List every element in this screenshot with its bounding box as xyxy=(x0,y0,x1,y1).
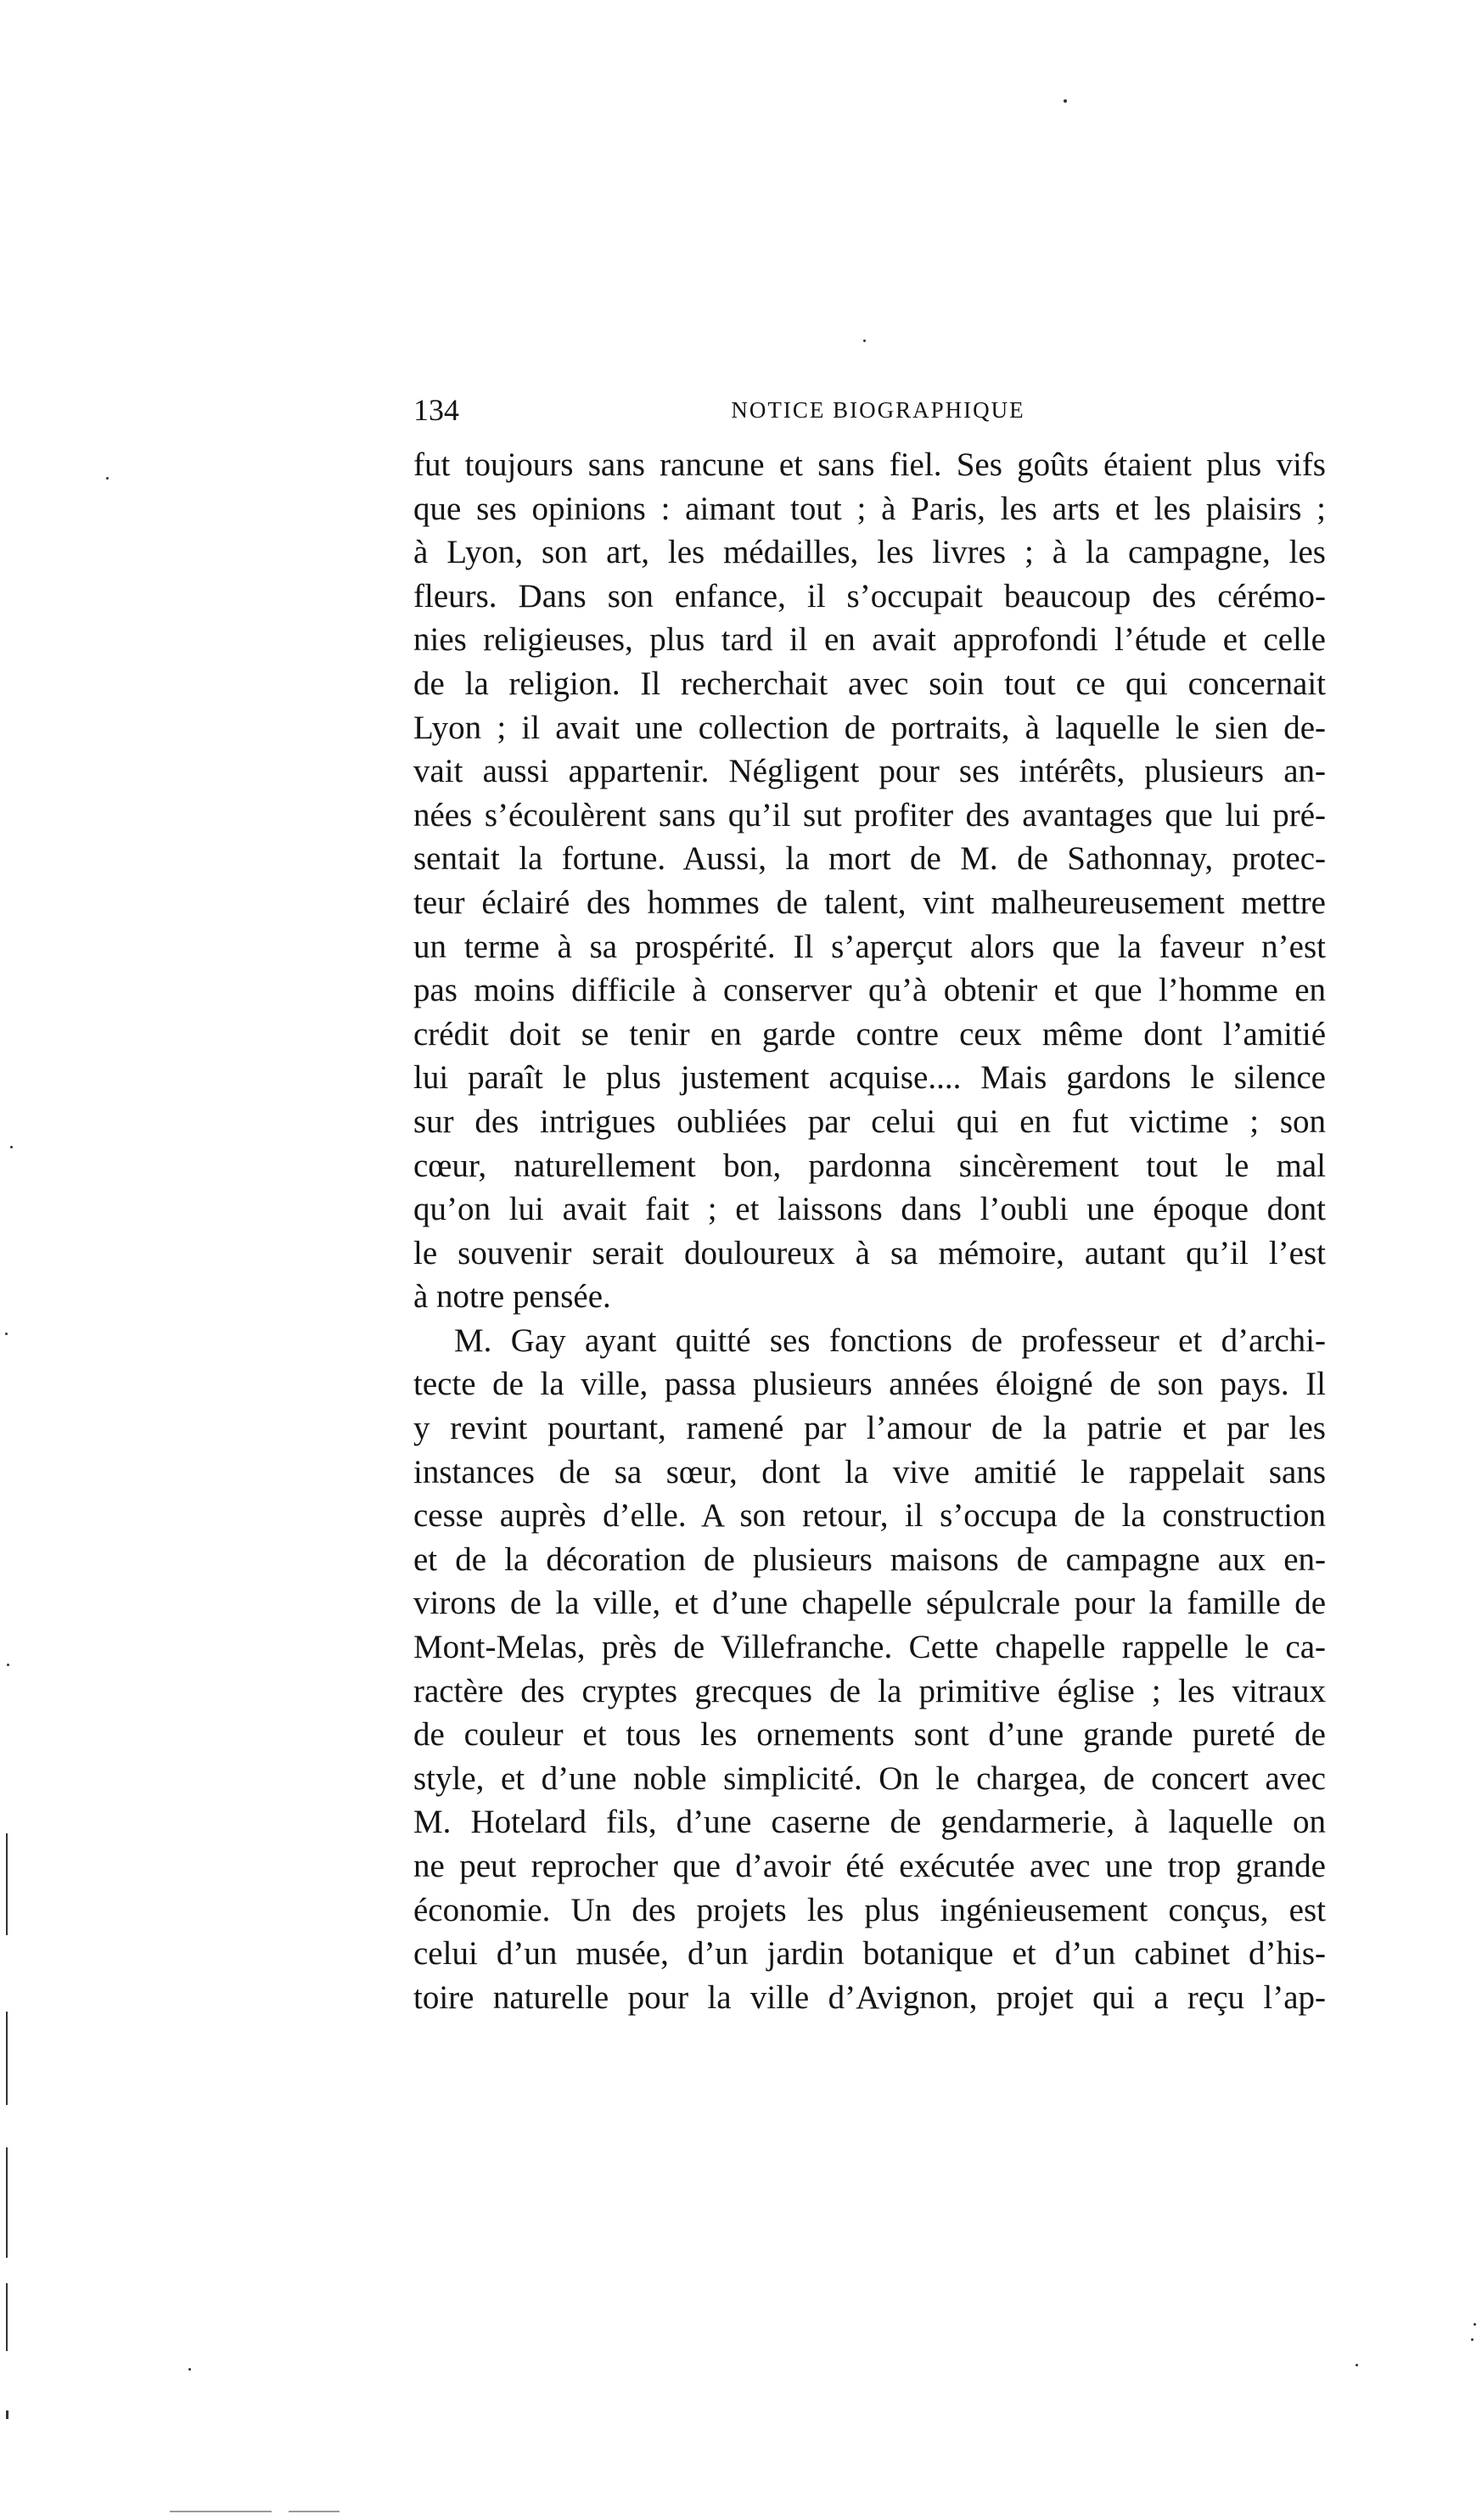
scan-speck xyxy=(5,1333,8,1335)
scan-speck xyxy=(10,1146,13,1148)
text-line: celui d’un musée, d’un jardin botanique et d’un cabinet d’his- xyxy=(413,1935,1326,1973)
text-line: fleurs. Dans son enfance, il s’occupait beaucoup des cérémo- xyxy=(413,577,1326,615)
scan-speck xyxy=(1474,2323,1476,2326)
text-line: fut toujours sans rancune et sans fiel. Ses goûts étaient plus vifs xyxy=(413,446,1326,483)
paragraph-start-line: M. Gay ayant quitté ses fonctions de professeur et d’archi- xyxy=(454,1322,1326,1359)
scan-speck xyxy=(1356,2364,1358,2366)
text-line: lui paraît le plus justement acquise.... Mais gardons le silence xyxy=(413,1059,1326,1097)
scan-edge-line xyxy=(289,2511,340,2512)
text-line: toire naturelle pour la ville d’Avignon, projet qui a reçu l’ap- xyxy=(413,1978,1326,2016)
scan-speck xyxy=(188,2368,191,2371)
text-line: teur éclairé des hommes de talent, vint malheureusement mettre xyxy=(413,884,1326,921)
text-line: Lyon ; il avait une collection de portraits, à laquelle le sien de- xyxy=(413,709,1326,746)
text-line: ractère des cryptes grecques de la primitive église ; les vitraux xyxy=(413,1672,1326,1709)
text-line: pas moins difficile à conserver qu’à obtenir et que l’homme en xyxy=(413,972,1326,1009)
text-line: un terme à sa prospérité. Il s’aperçut alors que la faveur n’est xyxy=(413,928,1326,965)
body-text xyxy=(413,443,1326,2019)
text-line: instances de sa sœur, dont la vive amitié le rappelait sans xyxy=(413,1453,1326,1490)
text-line: crédit doit se tenir en garde contre ceux même dont l’amitié xyxy=(413,1015,1326,1052)
text-line: économie. Un des projets les plus ingénieusement conçus, est xyxy=(413,1891,1326,1928)
page-number: 134 xyxy=(413,393,459,427)
scan-speck xyxy=(1064,99,1067,103)
text-line: cesse auprès d’elle. A son retour, il s’occupa de la construction xyxy=(413,1497,1326,1535)
text-line: tecte de la ville, passa plusieurs années éloigné de son pays. Il xyxy=(413,1366,1326,1403)
text-line: et de la décoration de plusieurs maisons de campagne aux en- xyxy=(413,1541,1326,1578)
running-head: NOTICE BIOGRAPHIQUE xyxy=(731,397,1025,423)
text-line: cœur, naturellement bon, pardonna sincèrement tout le mal xyxy=(413,1147,1326,1184)
scan-edge-line xyxy=(6,2283,8,2351)
text-line: à Lyon, son art, les médailles, les livres ; à la campagne, les xyxy=(413,534,1326,571)
text-line: style, et d’une noble simplicité. On le chargea, de concert avec xyxy=(413,1760,1326,1797)
text-line: de la religion. Il recherchait avec soin tout ce qui concernait xyxy=(413,665,1326,702)
text-line: M. Hotelard fils, d’une caserne de gendarmerie, à laquelle on xyxy=(413,1804,1326,1841)
text-line: que ses opinions : aimant tout ; à Paris, les arts et les plaisirs ; xyxy=(413,490,1326,527)
scan-speck xyxy=(1471,2338,1474,2341)
text-line: nies religieuses, plus tard il en avait approfondi l’étude et celle xyxy=(413,621,1326,659)
text-line: virons de la ville, et d’une chapelle sépulcrale pour la famille de xyxy=(413,1585,1326,1622)
text-line: de couleur et tous les ornements sont d’une grande pureté de xyxy=(413,1716,1326,1754)
scan-edge-line xyxy=(6,2012,8,2105)
text-line: le souvenir serait douloureux à sa mémoire, autant qu’il l’est xyxy=(413,1234,1326,1271)
text-line: sur des intrigues oubliées par celui qui en fut victime ; son xyxy=(413,1103,1326,1140)
text-line: y revint pourtant, ramené par l’amour de la patrie et par les xyxy=(413,1410,1326,1447)
scan-speck xyxy=(863,340,866,342)
scan-speck xyxy=(6,2411,8,2419)
text-line: vait aussi appartenir. Négligent pour ses intérêts, plusieurs an- xyxy=(413,753,1326,790)
scan-edge-line xyxy=(170,2511,272,2512)
text-line: qu’on lui avait fait ; et laissons dans l’oubli une époque dont xyxy=(413,1191,1326,1228)
scan-edge-line xyxy=(6,1833,8,1935)
scan-speck xyxy=(7,1664,9,1666)
text-line: sentait la fortune. Aussi, la mort de M. de Sathonnay, protec- xyxy=(413,840,1326,878)
text-line: ne peut reprocher que d’avoir été exécutée avec une trop grande xyxy=(413,1848,1326,1884)
scan-edge-line xyxy=(6,2147,8,2258)
paragraph-end-line: à notre pensée. xyxy=(413,1278,611,1316)
text-line: nées s’écoulèrent sans qu’il sut profiter des avantages que lui pré- xyxy=(413,796,1326,833)
text-line: Mont-Melas, près de Villefranche. Cette chapelle rappelle le ca- xyxy=(413,1629,1326,1666)
page-header xyxy=(413,389,1326,431)
scan-speck xyxy=(106,477,109,480)
